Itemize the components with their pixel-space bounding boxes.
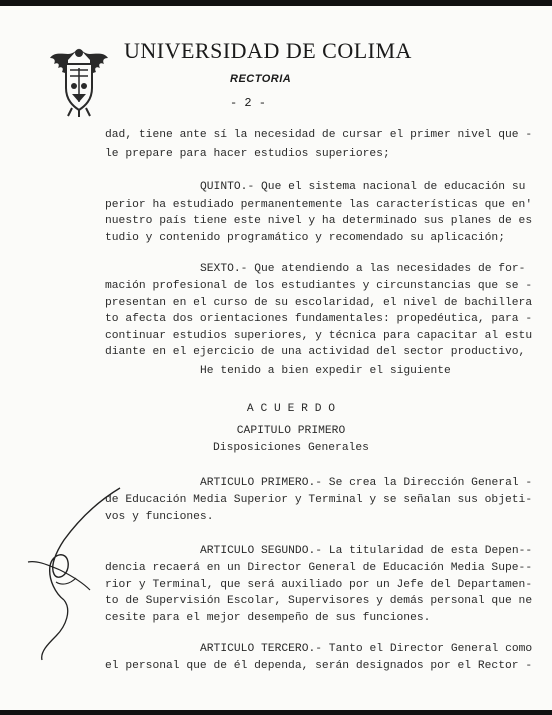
text-line: mación profesional de los estudiantes y circunstancias que se - bbox=[105, 280, 533, 292]
text-line: el personal que de él dependa, serán designados por el Rector - bbox=[105, 660, 533, 672]
chapter-heading: CAPITULO PRIMERO bbox=[236, 425, 346, 437]
text-line: to afecta dos orientaciones fundamentales: propedéutica, para - bbox=[105, 313, 533, 325]
text-line: to de Supervisión Escolar, Supervisores y demás personal que ne bbox=[105, 595, 533, 607]
text-line: diante en el ejercicio de una actividad del sector productivo, bbox=[105, 346, 526, 358]
text-line: le prepare para hacer estudios superiores; bbox=[105, 148, 390, 160]
text-line: presentan en el curso de su escolaridad, el nivel de bachillera bbox=[105, 297, 533, 309]
scan-top-edge bbox=[0, 0, 552, 6]
university-crest-icon bbox=[48, 44, 110, 118]
institution-name: UNIVERSIDAD DE COLIMA bbox=[124, 38, 412, 63]
text-line: rior y Terminal, que será auxiliado por un Jefe del Departamen- bbox=[105, 579, 533, 591]
scan-bottom-edge bbox=[0, 710, 552, 715]
text-line: perior ha estudiado permanentemente las características que en' bbox=[105, 199, 533, 211]
text-line: dencia recaerá en un Director General de Educación Media Supe-- bbox=[105, 562, 533, 574]
text-line: He tenido a bien expedir el siguiente bbox=[200, 365, 451, 377]
text-line: ARTICULO TERCERO.- Tanto el Director General como bbox=[200, 643, 533, 655]
text-line: QUINTO.- Que el sistema nacional de educación su bbox=[200, 181, 526, 193]
text-line: tudio y contenido programático y recomendado su aplicación; bbox=[105, 232, 505, 244]
text-line: dad, tiene ante sí la necesidad de cursar el primer nivel que - bbox=[105, 129, 533, 141]
text-line: ARTICULO SEGUNDO.- La titularidad de esta Depen-- bbox=[200, 545, 533, 557]
office-name: RECTORIA bbox=[230, 73, 292, 85]
text-line: ARTICULO PRIMERO.- Se crea la Dirección General - bbox=[200, 477, 533, 489]
text-line: de Educación Media Superior y Terminal y se señalan sus objeti- bbox=[105, 494, 533, 506]
text-line: continuar estudios superiores, y técnica para capacitar al estu bbox=[105, 330, 533, 342]
handwritten-signature bbox=[20, 470, 130, 670]
page-number: - 2 - bbox=[230, 96, 267, 110]
text-line: cesite para el mejor desempeño de sus funciones. bbox=[105, 612, 431, 624]
section-heading: A C U E R D O bbox=[246, 403, 336, 415]
chapter-subheading: Disposiciones Generales bbox=[213, 442, 369, 454]
text-line: SEXTO.- Que atendiendo a las necesidades de for- bbox=[200, 263, 526, 275]
text-line: vos y funciones. bbox=[105, 511, 214, 523]
text-line: nuestro país tiene este nivel y ha determinado sus planes de es bbox=[105, 215, 533, 227]
